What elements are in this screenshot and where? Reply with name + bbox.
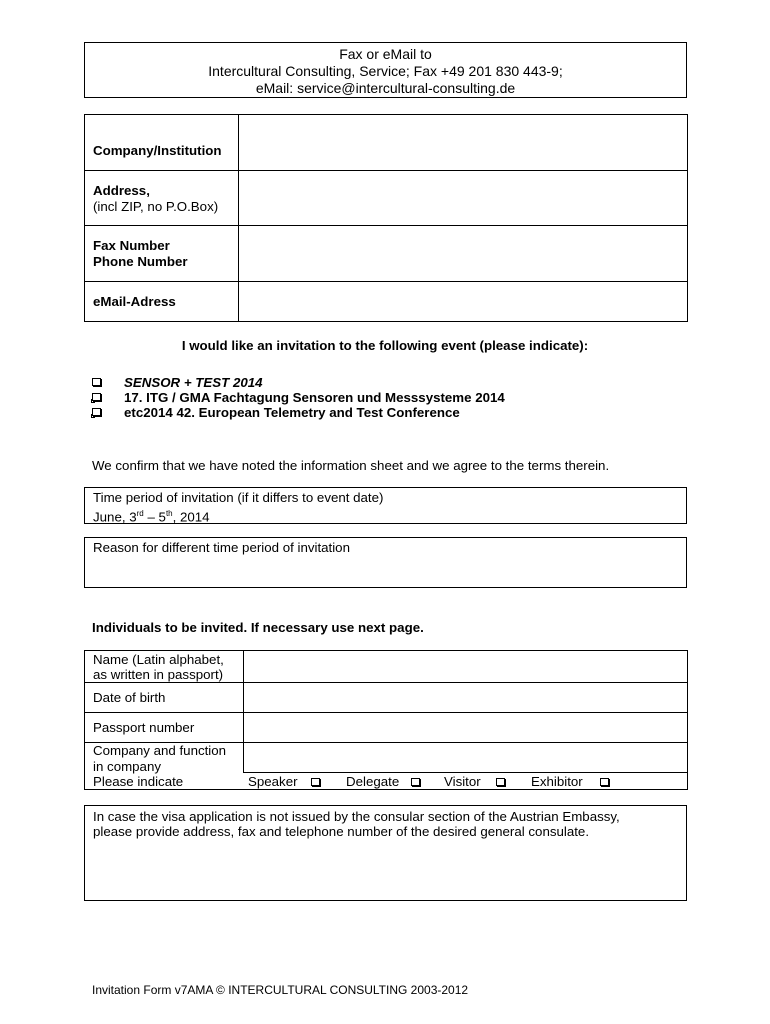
time-period-label: Time period of invitation (if it differs to event date) bbox=[93, 490, 384, 505]
address-field[interactable] bbox=[239, 171, 687, 225]
fax-label: Fax Number bbox=[93, 238, 170, 253]
company-function-field[interactable] bbox=[244, 743, 687, 772]
option-speaker[interactable]: Speaker bbox=[248, 774, 320, 789]
header-line-3: eMail: service@intercultural-consulting.de bbox=[255, 80, 516, 96]
checkbox-icon[interactable] bbox=[411, 778, 420, 786]
option-visitor[interactable]: Visitor bbox=[444, 774, 505, 789]
checkbox-icon[interactable] bbox=[600, 778, 609, 786]
event-label: SENSOR + TEST 2014 bbox=[124, 375, 263, 390]
name-label-1: Name (Latin alphabet, bbox=[93, 652, 224, 667]
dob-label: Date of birth bbox=[93, 690, 166, 705]
visa-note-line-1: In case the visa application is not issued by the consular section of the Austrian Embassy, bbox=[93, 809, 620, 824]
company-function-label-2: in company bbox=[93, 759, 161, 774]
passport-field[interactable] bbox=[244, 713, 687, 742]
header-line-1: Fax or eMail to bbox=[339, 46, 432, 62]
name-field[interactable] bbox=[244, 651, 687, 682]
company-table bbox=[84, 114, 688, 322]
company-label: Company/Institution bbox=[93, 143, 222, 158]
footer-text: Invitation Form v7AMA © INTERCULTURAL CONSULTING 2003-2012 bbox=[92, 983, 469, 997]
event-label: 17. ITG / GMA Fachtagung Sensoren und Messsysteme 2014 bbox=[124, 390, 505, 405]
checkbox-icon[interactable] bbox=[311, 778, 320, 786]
address-sublabel: (incl ZIP, no P.O.Box) bbox=[93, 199, 219, 214]
checkbox-icon[interactable] bbox=[496, 778, 505, 786]
checkbox-icon[interactable] bbox=[92, 378, 101, 386]
reason-label: Reason for different time period of invitation bbox=[93, 540, 350, 555]
option-delegate[interactable]: Delegate bbox=[346, 774, 420, 789]
visa-note-line-2: please provide address, fax and telephone number of the desired general consulate. bbox=[93, 824, 590, 839]
person-table bbox=[84, 650, 688, 790]
passport-label: Passport number bbox=[93, 720, 195, 735]
time-period-date: June, 3rd – 5th, 2014 bbox=[93, 509, 210, 525]
checkbox-icon[interactable] bbox=[92, 408, 101, 416]
individuals-heading: Individuals to be invited. If necessary use next page. bbox=[92, 620, 424, 635]
address-label: Address, bbox=[93, 183, 150, 198]
email-field[interactable] bbox=[239, 282, 687, 321]
time-period-box[interactable] bbox=[84, 487, 687, 524]
email-label: eMail-Adress bbox=[93, 294, 176, 309]
event-label: etc2014 42. European Telemetry and Test Conference bbox=[124, 405, 460, 420]
company-function-label-1: Company and function bbox=[93, 743, 227, 758]
invitation-heading: I would like an invitation to the following event (please indicate): bbox=[181, 338, 589, 353]
dob-field[interactable] bbox=[244, 683, 687, 712]
header-box bbox=[84, 42, 687, 98]
name-label-2: as written in passport) bbox=[93, 667, 224, 682]
fax-phone-field[interactable] bbox=[239, 226, 687, 281]
option-exhibitor[interactable]: Exhibitor bbox=[531, 774, 609, 789]
header-line-2: Intercultural Consulting, Service; Fax +49 201 830 443-9; bbox=[208, 63, 563, 79]
visa-note-box[interactable] bbox=[84, 805, 687, 901]
reason-box[interactable] bbox=[84, 537, 687, 588]
company-field[interactable] bbox=[239, 115, 687, 170]
confirm-text: We confirm that we have noted the information sheet and we agree to the terms therein. bbox=[92, 458, 610, 473]
phone-label: Phone Number bbox=[93, 254, 188, 269]
please-indicate-label: Please indicate bbox=[93, 774, 184, 789]
checkbox-icon[interactable] bbox=[92, 393, 101, 401]
